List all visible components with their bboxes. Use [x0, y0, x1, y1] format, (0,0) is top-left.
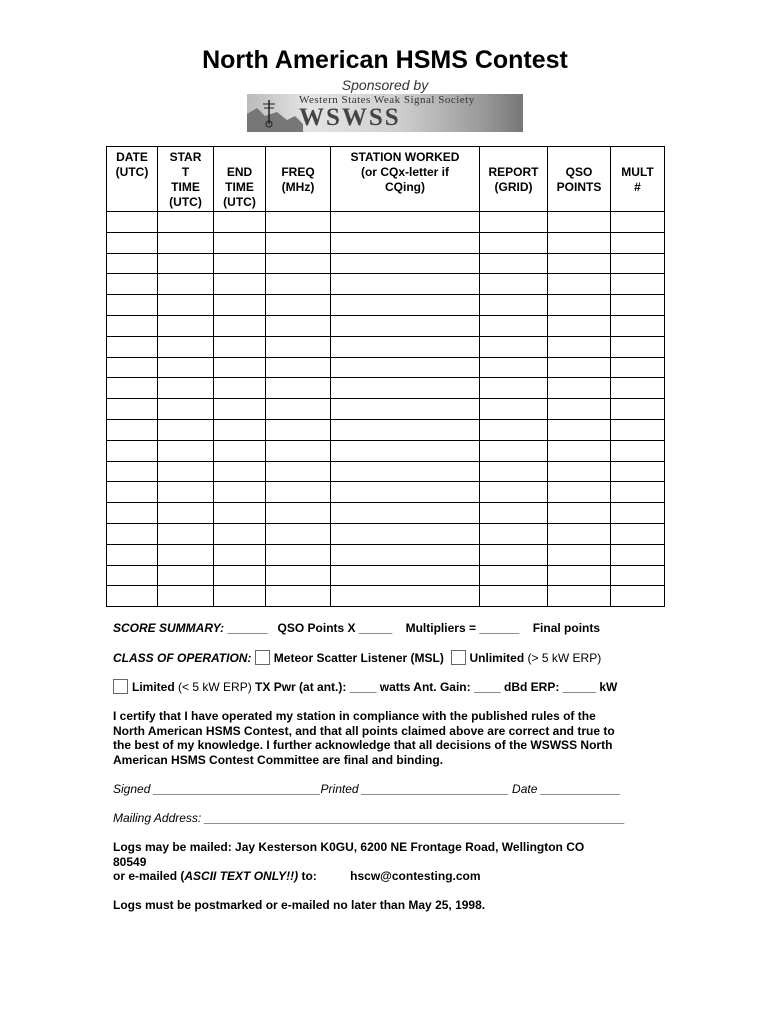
- column-header-line: [107, 195, 157, 210]
- log-cell[interactable]: [331, 419, 480, 440]
- log-cell[interactable]: [266, 357, 331, 378]
- table-row: [107, 503, 665, 524]
- email-line: [113, 869, 658, 884]
- table-row: [107, 295, 665, 316]
- log-cell[interactable]: [214, 399, 266, 420]
- log-cell[interactable]: [107, 461, 158, 482]
- log-cell[interactable]: [214, 253, 266, 274]
- log-cell[interactable]: [331, 482, 480, 503]
- column-header-line: [266, 195, 330, 210]
- log-cell[interactable]: [158, 503, 214, 524]
- page-title: North American HSMS Contest: [202, 46, 568, 74]
- limited-label: Limited: [132, 680, 175, 694]
- log-cell[interactable]: [480, 295, 548, 316]
- log-cell[interactable]: [611, 399, 665, 420]
- log-cell[interactable]: [214, 503, 266, 524]
- email-to: to:: [298, 869, 317, 884]
- log-cell[interactable]: [331, 565, 480, 586]
- certify-line: the best of my knowledge. I further acknowledge that all decisions of the WSWSS North: [113, 738, 613, 753]
- log-cell[interactable]: [214, 419, 266, 440]
- log-cell[interactable]: [480, 419, 548, 440]
- log-cell[interactable]: [611, 274, 665, 295]
- log-cell[interactable]: [266, 253, 331, 274]
- log-cell[interactable]: [548, 232, 611, 253]
- msl-checkbox[interactable]: [255, 650, 270, 665]
- log-cell[interactable]: [107, 274, 158, 295]
- log-cell[interactable]: [158, 461, 214, 482]
- log-cell[interactable]: [548, 586, 611, 607]
- log-cell[interactable]: [480, 523, 548, 544]
- log-cell[interactable]: [214, 315, 266, 336]
- log-cell[interactable]: [331, 295, 480, 316]
- final-points-label: Final points: [532, 621, 601, 635]
- column-header-line: (GRID): [494, 180, 533, 194]
- log-cell[interactable]: [158, 274, 214, 295]
- log-cell[interactable]: [480, 440, 548, 461]
- certify-line: American HSMS Contest Committee are final and binding.: [113, 752, 444, 767]
- column-header-line: [611, 195, 664, 210]
- log-cell[interactable]: [107, 419, 158, 440]
- column-header-line: STAR: [169, 150, 202, 164]
- log-cell[interactable]: [266, 212, 331, 233]
- column-header: [158, 147, 214, 212]
- log-cell[interactable]: [331, 212, 480, 233]
- log-cell[interactable]: [107, 503, 158, 524]
- contest-log-table: [106, 146, 665, 607]
- class-label: CLASS OF OPERATION:: [113, 651, 252, 665]
- log-cell[interactable]: [266, 523, 331, 544]
- column-header-line: [480, 150, 547, 165]
- limited-class-row: [113, 679, 617, 694]
- column-header-line: [480, 195, 547, 210]
- log-cell[interactable]: [548, 461, 611, 482]
- table-row: [107, 336, 665, 357]
- log-cell[interactable]: [266, 295, 331, 316]
- mailing-address-line[interactable]: Mailing Address: _______________________________________________________________: [113, 811, 626, 825]
- email-address[interactable]: hscw@contesting.com: [350, 869, 481, 884]
- log-cell[interactable]: [548, 419, 611, 440]
- log-cell[interactable]: [548, 274, 611, 295]
- log-cell[interactable]: [214, 274, 266, 295]
- log-cell[interactable]: [548, 378, 611, 399]
- log-cell[interactable]: [266, 482, 331, 503]
- log-cell[interactable]: [331, 315, 480, 336]
- table-row: [107, 212, 665, 233]
- column-header-line: (MHz): [281, 180, 315, 194]
- wswss-logo: [247, 94, 523, 132]
- log-cell[interactable]: [214, 212, 266, 233]
- log-cell[interactable]: [548, 523, 611, 544]
- log-cell[interactable]: [331, 440, 480, 461]
- limited-note: (< 5 kW ERP): [178, 680, 252, 694]
- log-cell[interactable]: [480, 586, 548, 607]
- log-cell[interactable]: [480, 336, 548, 357]
- log-cell[interactable]: [107, 295, 158, 316]
- log-cell[interactable]: [214, 523, 266, 544]
- log-cell[interactable]: [158, 295, 214, 316]
- column-header: [266, 147, 331, 212]
- log-cell[interactable]: [107, 544, 158, 565]
- log-cell[interactable]: [548, 295, 611, 316]
- log-cell[interactable]: [266, 440, 331, 461]
- log-cell[interactable]: [158, 482, 214, 503]
- log-cell[interactable]: [107, 523, 158, 544]
- log-cell[interactable]: [266, 565, 331, 586]
- log-cell[interactable]: [266, 232, 331, 253]
- log-cell[interactable]: [158, 232, 214, 253]
- limited-checkbox[interactable]: [113, 679, 128, 694]
- antenna-icon: [247, 94, 307, 132]
- log-cell[interactable]: [266, 586, 331, 607]
- log-cell[interactable]: [611, 565, 665, 586]
- log-cell[interactable]: [611, 544, 665, 565]
- log-cell[interactable]: [331, 274, 480, 295]
- log-cell[interactable]: [107, 565, 158, 586]
- column-header-line: (UTC): [223, 195, 256, 209]
- column-header-line: [107, 180, 157, 195]
- log-cell[interactable]: [158, 336, 214, 357]
- log-cell[interactable]: [548, 440, 611, 461]
- log-cell[interactable]: [158, 419, 214, 440]
- log-cell[interactable]: [611, 315, 665, 336]
- log-cell[interactable]: [331, 544, 480, 565]
- column-header-line: STATION WORKED: [350, 150, 460, 164]
- log-cell[interactable]: [480, 212, 548, 233]
- log-cell[interactable]: [214, 357, 266, 378]
- log-cell[interactable]: [107, 357, 158, 378]
- log-cell[interactable]: [548, 544, 611, 565]
- column-header-line: POINTS: [556, 180, 602, 194]
- log-cell[interactable]: [331, 253, 480, 274]
- log-cell[interactable]: [480, 461, 548, 482]
- log-cell[interactable]: [548, 336, 611, 357]
- log-cell[interactable]: [548, 482, 611, 503]
- log-cell[interactable]: [548, 565, 611, 586]
- column-header: [480, 147, 548, 212]
- column-header-line: (UTC): [169, 195, 202, 209]
- log-cell[interactable]: [480, 274, 548, 295]
- log-cell[interactable]: [214, 565, 266, 586]
- log-cell[interactable]: [480, 503, 548, 524]
- log-cell[interactable]: [158, 586, 214, 607]
- log-cell[interactable]: [611, 461, 665, 482]
- column-header-line: TIME: [171, 180, 200, 194]
- column-header-line: TIME: [225, 180, 254, 194]
- sponsored-by: Sponsored by: [341, 77, 429, 93]
- email-prefix: or e-mailed (: [113, 869, 185, 884]
- column-header-line: END: [226, 165, 253, 179]
- log-cell[interactable]: [266, 274, 331, 295]
- log-cell[interactable]: [158, 357, 214, 378]
- log-cell[interactable]: [107, 336, 158, 357]
- log-cell[interactable]: [158, 378, 214, 399]
- unlimited-note: (> 5 kW ERP): [527, 651, 602, 665]
- log-cell[interactable]: [107, 212, 158, 233]
- log-cell[interactable]: [214, 295, 266, 316]
- log-cell[interactable]: [480, 544, 548, 565]
- log-cell[interactable]: [266, 378, 331, 399]
- table-row: [107, 378, 665, 399]
- column-header-line: MULT: [621, 165, 654, 179]
- column-header: [107, 147, 158, 212]
- log-cell[interactable]: [611, 212, 665, 233]
- msl-label: Meteor Scatter Listener (MSL): [273, 651, 444, 665]
- log-cell[interactable]: [158, 399, 214, 420]
- column-header: [214, 147, 266, 212]
- log-cell[interactable]: [480, 315, 548, 336]
- column-header-line: [611, 150, 664, 165]
- log-cell[interactable]: [266, 544, 331, 565]
- column-header-line: [331, 195, 479, 210]
- log-cell[interactable]: [611, 440, 665, 461]
- column-header-line: (UTC): [115, 165, 149, 179]
- log-cell[interactable]: [158, 544, 214, 565]
- log-cell[interactable]: [611, 253, 665, 274]
- email-note: ASCII TEXT ONLY!!): [184, 869, 299, 884]
- column-header: [331, 147, 480, 212]
- table-row: [107, 544, 665, 565]
- log-cell[interactable]: [266, 336, 331, 357]
- log-cell[interactable]: [158, 523, 214, 544]
- log-cell[interactable]: [107, 378, 158, 399]
- table-row: [107, 253, 665, 274]
- log-cell[interactable]: [107, 232, 158, 253]
- log-cell[interactable]: [331, 336, 480, 357]
- column-header-line: [214, 150, 265, 165]
- certification-statement: [113, 709, 658, 767]
- log-cell[interactable]: [611, 336, 665, 357]
- log-cell[interactable]: [548, 357, 611, 378]
- log-cell[interactable]: [331, 586, 480, 607]
- log-cell[interactable]: [611, 503, 665, 524]
- log-cell[interactable]: [158, 315, 214, 336]
- score-blank-3[interactable]: ______: [479, 621, 520, 635]
- tx-power-fields[interactable]: TX Pwr (at ant.): ____ watts Ant. Gain: ____ dBd ERP: _____ kW: [255, 680, 618, 694]
- table-header-row: [107, 147, 665, 212]
- table-row: [107, 419, 665, 440]
- qso-points-label: QSO Points X: [277, 621, 356, 635]
- log-cell[interactable]: [266, 503, 331, 524]
- log-cell[interactable]: [611, 232, 665, 253]
- log-cell[interactable]: [548, 315, 611, 336]
- table-row: [107, 399, 665, 420]
- score-blank-1[interactable]: ______: [227, 621, 268, 635]
- log-cell[interactable]: [214, 378, 266, 399]
- table-row: [107, 565, 665, 586]
- table-row: [107, 440, 665, 461]
- column-header-line: CQing): [385, 180, 425, 194]
- log-cell[interactable]: [214, 544, 266, 565]
- multipliers-label: Multipliers =: [405, 621, 476, 635]
- deadline-note: Logs must be postmarked or e-mailed no later than May 25, 1998.: [113, 898, 486, 912]
- log-cell[interactable]: [548, 212, 611, 233]
- score-summary-label: SCORE SUMMARY:: [113, 621, 225, 635]
- log-cell[interactable]: [214, 461, 266, 482]
- column-header-line: #: [634, 180, 641, 194]
- log-cell[interactable]: [480, 399, 548, 420]
- unlimited-checkbox[interactable]: [451, 650, 466, 665]
- log-cell[interactable]: [214, 232, 266, 253]
- log-cell[interactable]: [214, 586, 266, 607]
- log-cell[interactable]: [480, 357, 548, 378]
- score-summary: [113, 621, 600, 635]
- log-cell[interactable]: [548, 503, 611, 524]
- log-cell[interactable]: [548, 253, 611, 274]
- log-cell[interactable]: [331, 378, 480, 399]
- column-header-line: T: [181, 165, 190, 179]
- column-header-line: (or CQx-letter if: [360, 165, 449, 179]
- signature-line[interactable]: Signed _________________________Printed ______________________ Date ____________: [113, 782, 621, 796]
- table-row: [107, 274, 665, 295]
- log-cell[interactable]: [480, 253, 548, 274]
- table-body: [107, 212, 665, 607]
- log-cell[interactable]: [611, 586, 665, 607]
- log-cell[interactable]: [611, 523, 665, 544]
- log-cell[interactable]: [331, 503, 480, 524]
- table-row: [107, 482, 665, 503]
- table-row: [107, 461, 665, 482]
- column-header: [611, 147, 665, 212]
- log-cell[interactable]: [107, 315, 158, 336]
- log-cell[interactable]: [480, 482, 548, 503]
- column-header-line: DATE: [116, 150, 148, 164]
- log-cell[interactable]: [331, 461, 480, 482]
- logo-small-text: Western States Weak Signal Society: [299, 94, 475, 106]
- table-row: [107, 586, 665, 607]
- log-cell[interactable]: [266, 399, 331, 420]
- log-cell[interactable]: [266, 419, 331, 440]
- log-cell[interactable]: [266, 461, 331, 482]
- column-header-line: QSO: [565, 165, 593, 179]
- log-cell[interactable]: [611, 295, 665, 316]
- mail-address-line: Logs may be mailed: Jay Kesterson K0GU, 6200 NE Frontage Road, Wellington CO: [113, 840, 585, 854]
- table-row: [107, 357, 665, 378]
- table-row: [107, 232, 665, 253]
- log-cell[interactable]: [480, 232, 548, 253]
- logs-mailing-info: [113, 840, 658, 884]
- log-cell[interactable]: [158, 565, 214, 586]
- log-cell[interactable]: [214, 482, 266, 503]
- column-header-line: [548, 150, 610, 165]
- log-cell[interactable]: [331, 357, 480, 378]
- certify-line: North American HSMS Contest, and that all points claimed above are correct and true to: [113, 723, 615, 738]
- log-cell[interactable]: [107, 440, 158, 461]
- log-cell[interactable]: [331, 232, 480, 253]
- table-row: [107, 315, 665, 336]
- log-cell[interactable]: [611, 357, 665, 378]
- score-blank-2[interactable]: _____: [358, 621, 393, 635]
- log-cell[interactable]: [158, 253, 214, 274]
- logo-big-text: WSWSS: [299, 104, 401, 131]
- log-cell[interactable]: [480, 565, 548, 586]
- log-cell[interactable]: [331, 523, 480, 544]
- log-cell[interactable]: [480, 378, 548, 399]
- log-cell[interactable]: [214, 336, 266, 357]
- table-row: [107, 523, 665, 544]
- log-cell[interactable]: [611, 419, 665, 440]
- mail-zip-line: 80549: [113, 854, 147, 869]
- log-cell[interactable]: [107, 586, 158, 607]
- log-cell[interactable]: [611, 482, 665, 503]
- certify-line: I certify that I have operated my station in compliance with the published rules of the: [113, 709, 596, 723]
- log-cell[interactable]: [107, 482, 158, 503]
- log-cell[interactable]: [158, 212, 214, 233]
- log-cell[interactable]: [107, 399, 158, 420]
- column-header: [548, 147, 611, 212]
- log-cell[interactable]: [107, 253, 158, 274]
- log-cell[interactable]: [611, 378, 665, 399]
- column-header-line: FREQ: [281, 165, 315, 179]
- log-cell[interactable]: [158, 440, 214, 461]
- unlimited-label: Unlimited: [469, 651, 525, 665]
- column-header-line: REPORT: [488, 165, 539, 179]
- log-cell[interactable]: [331, 399, 480, 420]
- log-cell[interactable]: [214, 440, 266, 461]
- log-cell[interactable]: [266, 315, 331, 336]
- column-header-line: [266, 150, 330, 165]
- class-of-operation: [113, 650, 601, 665]
- column-header-line: [548, 195, 610, 210]
- log-cell[interactable]: [548, 399, 611, 420]
